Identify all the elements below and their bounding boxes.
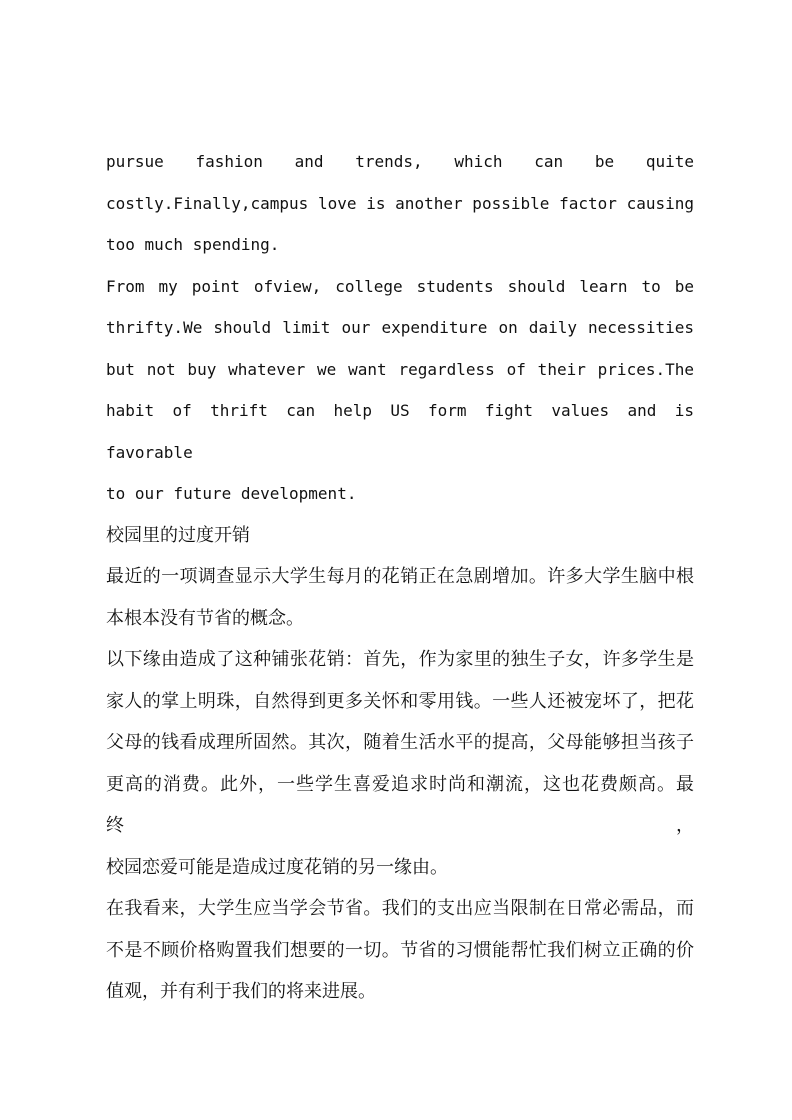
text-line: 以下缘由造成了这种铺张花销：首先，作为家里的独生子女，许多学生是: [106, 649, 694, 670]
title-text: 校园里的过度开销: [106, 524, 250, 546]
text-line: but not buy whatever we want regardless of their prices.The: [106, 359, 694, 379]
text-line: habit of thrift can help US form fight values and is favorable: [106, 401, 694, 462]
text-line: thrifty.We should limit our expenditure on daily necessities: [106, 318, 694, 337]
text-line: costly.Finally,campus love is another possible factor causing: [106, 193, 694, 213]
chinese-title: [106, 515, 694, 557]
text-line: pursue fashion and trends, which can be quite: [106, 152, 694, 171]
text-line: 更高的消费。此外，一些学生喜爱追求时尚和潮流，这也花费颇高。最终，: [106, 773, 694, 836]
text-line: 在我看来，大学生应当学会节省。我们的支出应当限制在日常必需品，而: [106, 898, 694, 919]
text-line: to our future development.: [106, 484, 357, 503]
text-line: 家人的掌上明珠，自然得到更多关怀和零用钱。一些人还被宠坏了，把花: [106, 690, 694, 712]
english-paragraph-2: [106, 266, 694, 515]
chinese-paragraph-3: [106, 888, 694, 1013]
text-line: 本根本没有节省的概念。: [106, 607, 304, 629]
text-line: 不是不顾价格购置我们想要的一切。节省的习惯能帮忙我们树立正确的价: [106, 939, 694, 961]
text-line: 最近的一项调查显示大学生每月的花销正在急剧增加。许多大学生脑中根: [106, 566, 694, 587]
text-line: 值观，并有利于我们的将来进展。: [106, 981, 376, 1002]
chinese-paragraph-1: [106, 556, 694, 639]
text-line: 父母的钱看成理所固然。其次，随着生活水平的提高，父母能够担当孩子: [106, 732, 694, 753]
english-paragraph-1: [106, 141, 694, 266]
text-line: 校园恋爱可能是造成过度花销的另一缘由。: [106, 856, 448, 878]
text-line: too much spending.: [106, 235, 280, 254]
chinese-paragraph-2: [106, 639, 694, 888]
text-line: From my point ofview, college students should learn to be: [106, 276, 694, 296]
document-page: [106, 141, 694, 1013]
